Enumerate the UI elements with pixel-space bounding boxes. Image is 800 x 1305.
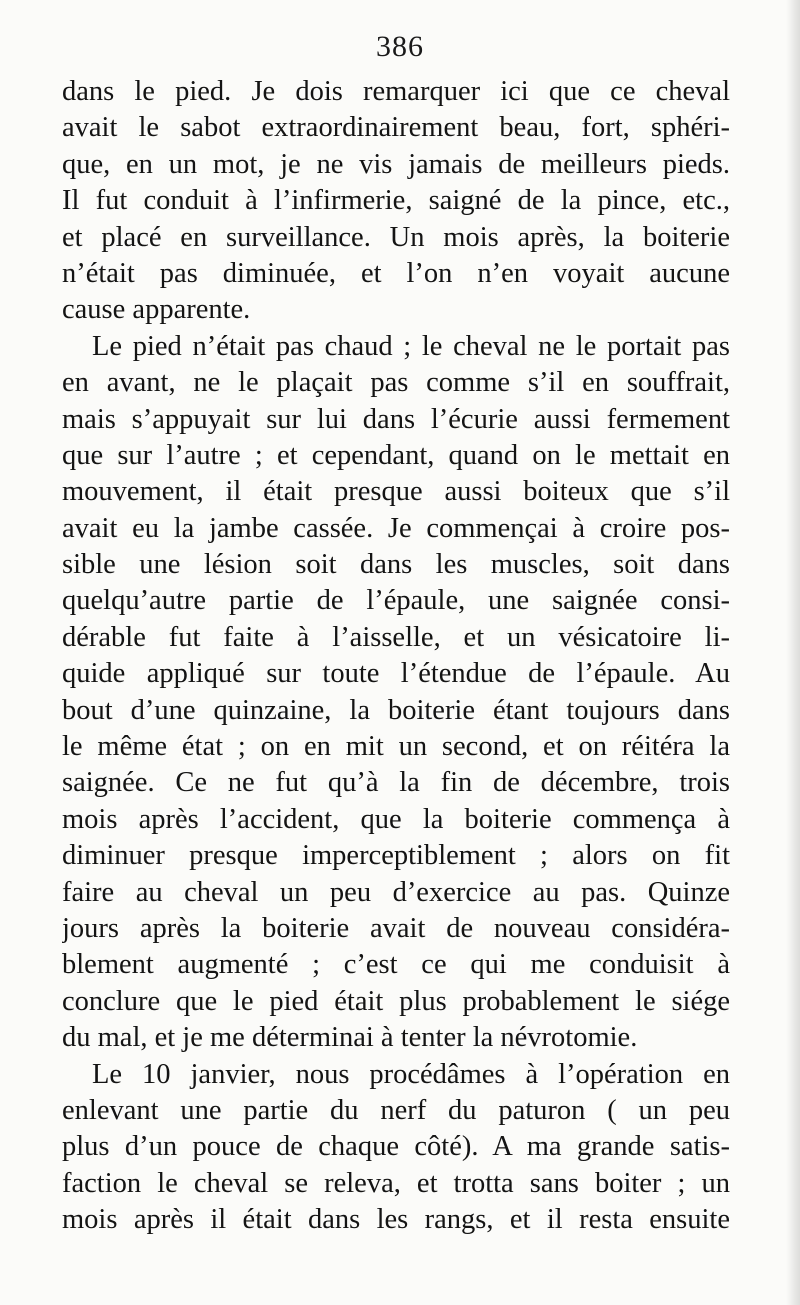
text-line: le même état ; on en mit un second, et on réitéra la [62,731,730,763]
text-line: mois après l’accident, que la boiterie commença à [62,803,730,835]
text-line: blement augmenté ; c’est ce qui me conduisit à [62,949,730,981]
text-line: conclure que le pied était plus probablement le siége [62,985,730,1017]
text-line: Il fut conduit à l’infirmerie, saigné de la pince, etc., [62,185,730,217]
text-line: que, en un mot, je ne vis jamais de meilleurs pieds. [62,148,730,180]
text-line: en avant, ne le plaçait pas comme s’il en souffrait, [62,367,730,399]
text-line: bout d’une quinzaine, la boiterie étant toujours dans [62,694,730,726]
text-line: saignée. Ce ne fut qu’à la fin de décembre, trois [62,767,730,799]
paragraph-start-line: Le 10 janvier, nous procédâmes à l’opération en [92,1058,730,1090]
text-line: dans le pied. Je dois remarquer ici que ce cheval [62,76,730,107]
text-line: plus d’un pouce de chaque côté). A ma grande satis- [62,1131,730,1163]
paragraph-end-line: du mal, et je me déterminai à tenter la névrotomie. [62,1022,638,1054]
paragraph-start-line: Le pied n’était pas chaud ; le cheval ne le portait pas [92,330,730,362]
text-line: diminuer presque imperceptiblement ; alors on fit [62,840,730,872]
text-line: n’était pas diminuée, et l’on n’en voyait aucune [62,257,730,289]
paragraph-end-line: cause apparente. [62,294,251,326]
text-line: mais s’appuyait sur lui dans l’écurie aussi fermement [62,403,730,435]
text-line: dérable fut faite à l’aisselle, et un vésicatoire li- [62,621,730,653]
text-line: et placé en surveillance. Un mois après, la boiterie [62,221,730,253]
text-line: mois après il était dans les rangs, et il resta ensuite [62,1204,730,1236]
text-line: sible une lésion soit dans les muscles, soit dans [62,549,730,581]
page-edge-shadow [786,0,800,1305]
text-line: faction le cheval se releva, et trotta sans boiter ; un [62,1167,730,1199]
text-line: quelqu’autre partie de l’épaule, une saignée consi- [62,585,730,617]
text-line: jours après la boiterie avait de nouveau considéra- [62,912,730,944]
body-text [62,74,730,1239]
text-line: faire au cheval un peu d’exercice au pas. Quinze [62,876,730,908]
text-line: avait le sabot extraordinairement beau, fort, sphéri- [62,112,730,144]
page-number: 386 [376,30,424,63]
text-line: enlevant une partie du nerf du paturon ( un peu [62,1094,730,1126]
text-line: avait eu la jambe cassée. Je commençai à croire pos- [62,512,730,544]
text-line: mouvement, il était presque aussi boiteux que s’il [62,476,730,508]
text-line: que sur l’autre ; et cependant, quand on le mettait en [62,439,730,471]
text-line: quide appliqué sur toute l’étendue de l’épaule. Au [62,658,730,690]
